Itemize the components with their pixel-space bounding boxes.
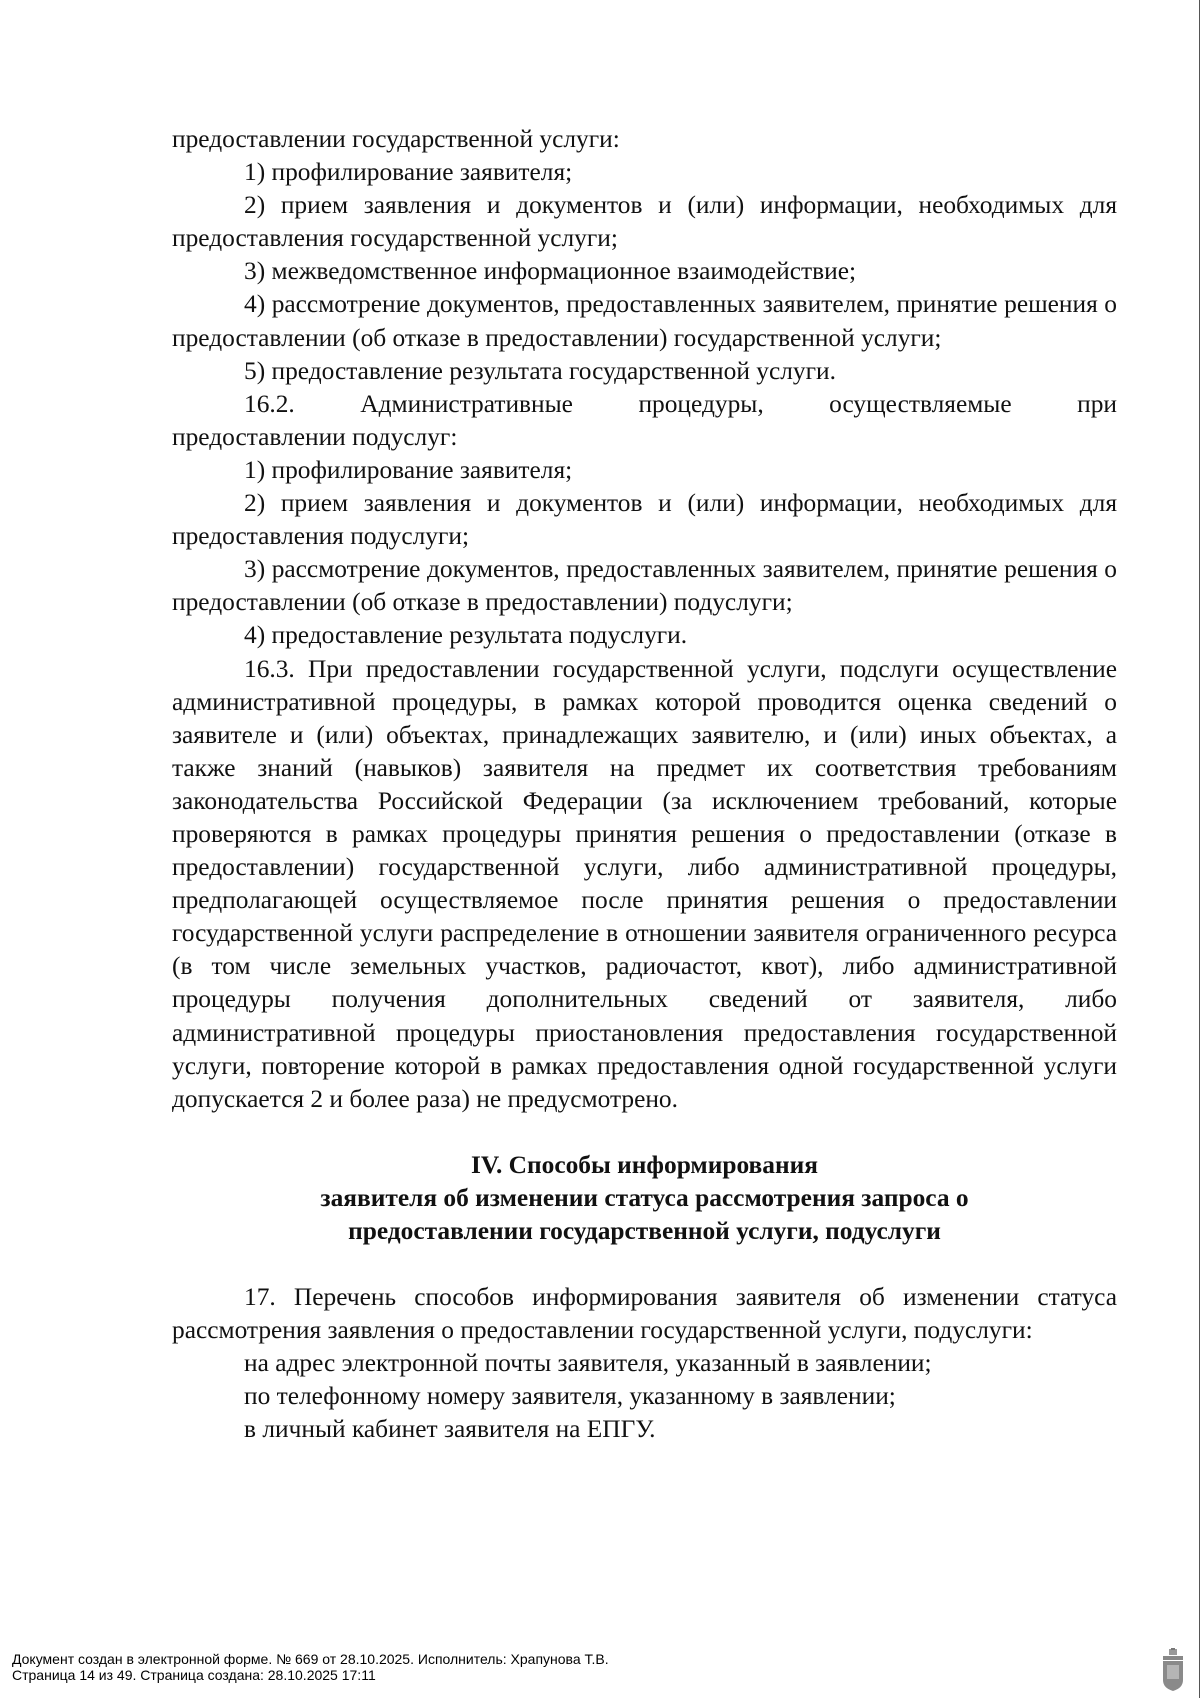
paragraph: предоставлении подуслуг: xyxy=(172,422,458,451)
footer-line: Документ создан в электронной форме. № 669 от 28.10.2025. Исполнитель: Храпунова Т.В. xyxy=(12,1651,609,1667)
list-item: 2) прием заявления и документов и (или) информации, необходимых для предоставления подуслуги; xyxy=(172,489,1117,551)
list-item: 2) прием заявления и документов и (или) информации, необходимых для предоставления государственной услуги; xyxy=(172,191,1117,253)
heading-line: заявителя об изменении статуса рассмотрения запроса о xyxy=(320,1183,969,1212)
list-item: 3) межведомственное информационное взаимодействие; xyxy=(244,257,857,286)
paragraph: 17. Перечень способов информирования заявителя об изменении статуса рассмотрения заявления о предоставлении государственной услуги, подуслуги: xyxy=(172,1282,1117,1344)
paragraph: предоставлении государственной услуги: xyxy=(172,125,620,153)
coat-of-arms-icon xyxy=(1160,1648,1186,1692)
paragraph: 16.2. Административные процедуры, осуществляемые при xyxy=(244,389,1117,418)
section-heading xyxy=(172,1149,1117,1248)
list-item: 1) профилирование заявителя; xyxy=(244,158,573,187)
list-item: 4) рассмотрение документов, предоставленных заявителем, принятие решения о предоставлении (об отказе в предоставлении) государственной услуги; xyxy=(172,290,1117,352)
list-item: по телефонному номеру заявителя, указанному в заявлении; xyxy=(244,1382,896,1411)
list-item: 4) предоставление результата подуслуги. xyxy=(244,621,688,650)
heading-line: IV. Способы информирования xyxy=(471,1150,818,1179)
heading-line: предоставлении государственной услуги, подуслуги xyxy=(348,1216,941,1245)
list-item: 3) рассмотрение документов, предоставленных заявителем, принятие решения о предоставлении (об отказе в предоставлении) подуслуги; xyxy=(172,555,1117,617)
list-item: 5) предоставление результата государственной услуги. xyxy=(244,356,836,385)
list-item: на адрес электронной почты заявителя, указанный в заявлении; xyxy=(244,1349,932,1377)
document-body xyxy=(172,123,1117,1446)
document-footer xyxy=(12,1651,609,1683)
paragraph: 16.3. При предоставлении государственной услуги, подслуги осуществление административной процедуры, в рамках которой проводится оценка сведений о заявителе и (или) объектах, принадлежащих заявителю, и (или) иных объектах, а также знаний (навыков) заявителя на предмет их соответствия требованиям законодательства Российской Федерации (за исключением требований, которые проверяются в рамках процедуры принятия решения о предоставлении (отказе в предоставлении) государственной услуги, либо административной процедуры, предполагающей осуществляемое после принятия решения о предоставлении государственной услуги распределение в отношении заявителя ограниченного ресурса (в том числе земельных участков, радиочастот, квот), либо административной процедуры получения дополнительных сведений от заявителя, либо административной процедуры приостановления предоставления государственной услуги, повторение которой в рамках предоставления одной государственной услуги допускается 2 и более раза) не предусмотрено. xyxy=(172,654,1117,1113)
list-item: 1) профилирование заявителя; xyxy=(244,455,573,484)
list-item: в личный кабинет заявителя на ЕПГУ. xyxy=(244,1415,656,1444)
footer-line: Страница 14 из 49. Страница создана: 28.10.2025 17:11 xyxy=(12,1667,376,1683)
